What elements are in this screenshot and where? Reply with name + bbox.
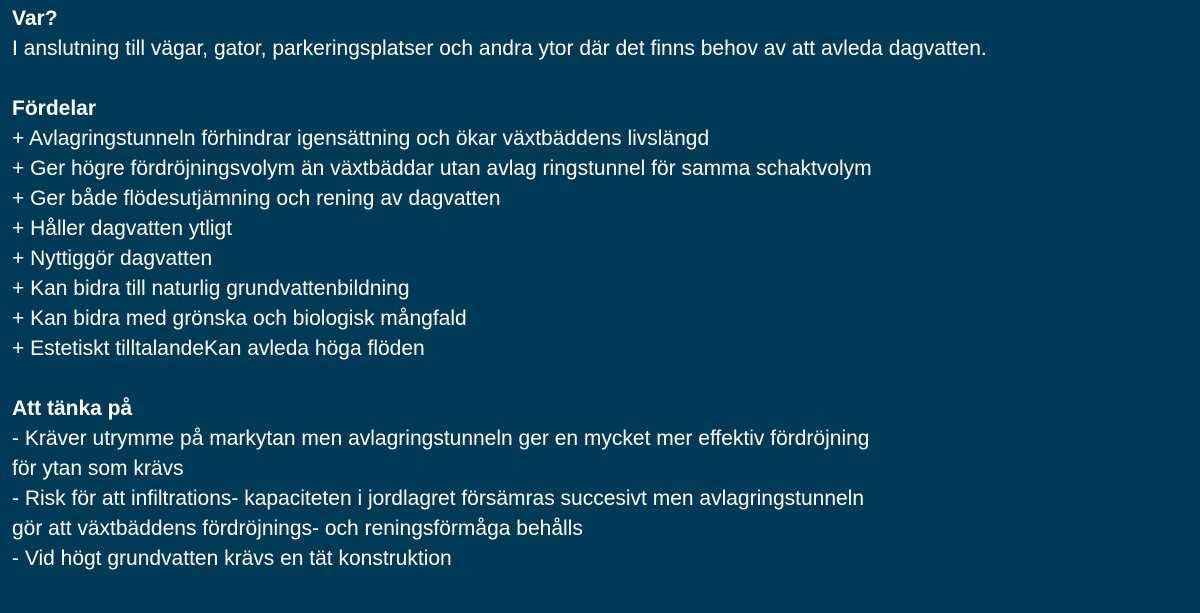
consideration-line: för ytan som krävs	[12, 457, 184, 480]
fordelar-item: + Kan bidra till naturlig grundvattenbildning	[12, 277, 410, 300]
consideration-item	[12, 544, 1200, 574]
section-fordelar	[12, 94, 1200, 364]
consideration-item	[12, 484, 1200, 544]
section-var	[12, 4, 1200, 64]
heading-att-tanka-pa: Att tänka på	[12, 397, 133, 420]
fordelar-item: + Håller dagvatten ytligt	[12, 217, 233, 240]
heading-fordelar: Fördelar	[12, 97, 97, 120]
heading-var: Var?	[12, 7, 58, 30]
consideration-item	[12, 424, 1200, 484]
consideration-line: - Vid högt grundvatten krävs en tät konstruktion	[12, 547, 452, 570]
fordelar-item: + Nyttiggör dagvatten	[12, 247, 213, 270]
fordelar-item: + Kan bidra med grönska och biologisk mångfald	[12, 307, 467, 330]
consideration-line: gör att växtbäddens fördröjnings- och reningsförmåga behålls	[12, 517, 583, 540]
fordelar-item: + Ger både flödesutjämning och rening av dagvatten	[12, 187, 501, 210]
section-att-tanka-pa	[12, 394, 1200, 574]
fordelar-item: + Estetiskt tilltalandeKan avleda höga flöden	[12, 337, 425, 360]
fordelar-item: + Ger högre fördröjningsvolym än växtbäddar utan avlag ringstunnel för samma schaktvolym	[12, 157, 872, 180]
var-text: I anslutning till vägar, gator, parkeringsplatser och andra ytor där det finns behov av att avleda dagvatten.	[12, 37, 987, 60]
consideration-line: - Risk för att infiltrations- kapaciteten i jordlagret försämras succesivt men avlagringstunneln	[12, 487, 865, 510]
fordelar-item: + Avlagringstunneln förhindrar igensättning och ökar växtbäddens livslängd	[12, 127, 710, 150]
consideration-line: - Kräver utrymme på markytan men avlagringstunneln ger en mycket mer effektiv fördröjning	[12, 427, 870, 450]
